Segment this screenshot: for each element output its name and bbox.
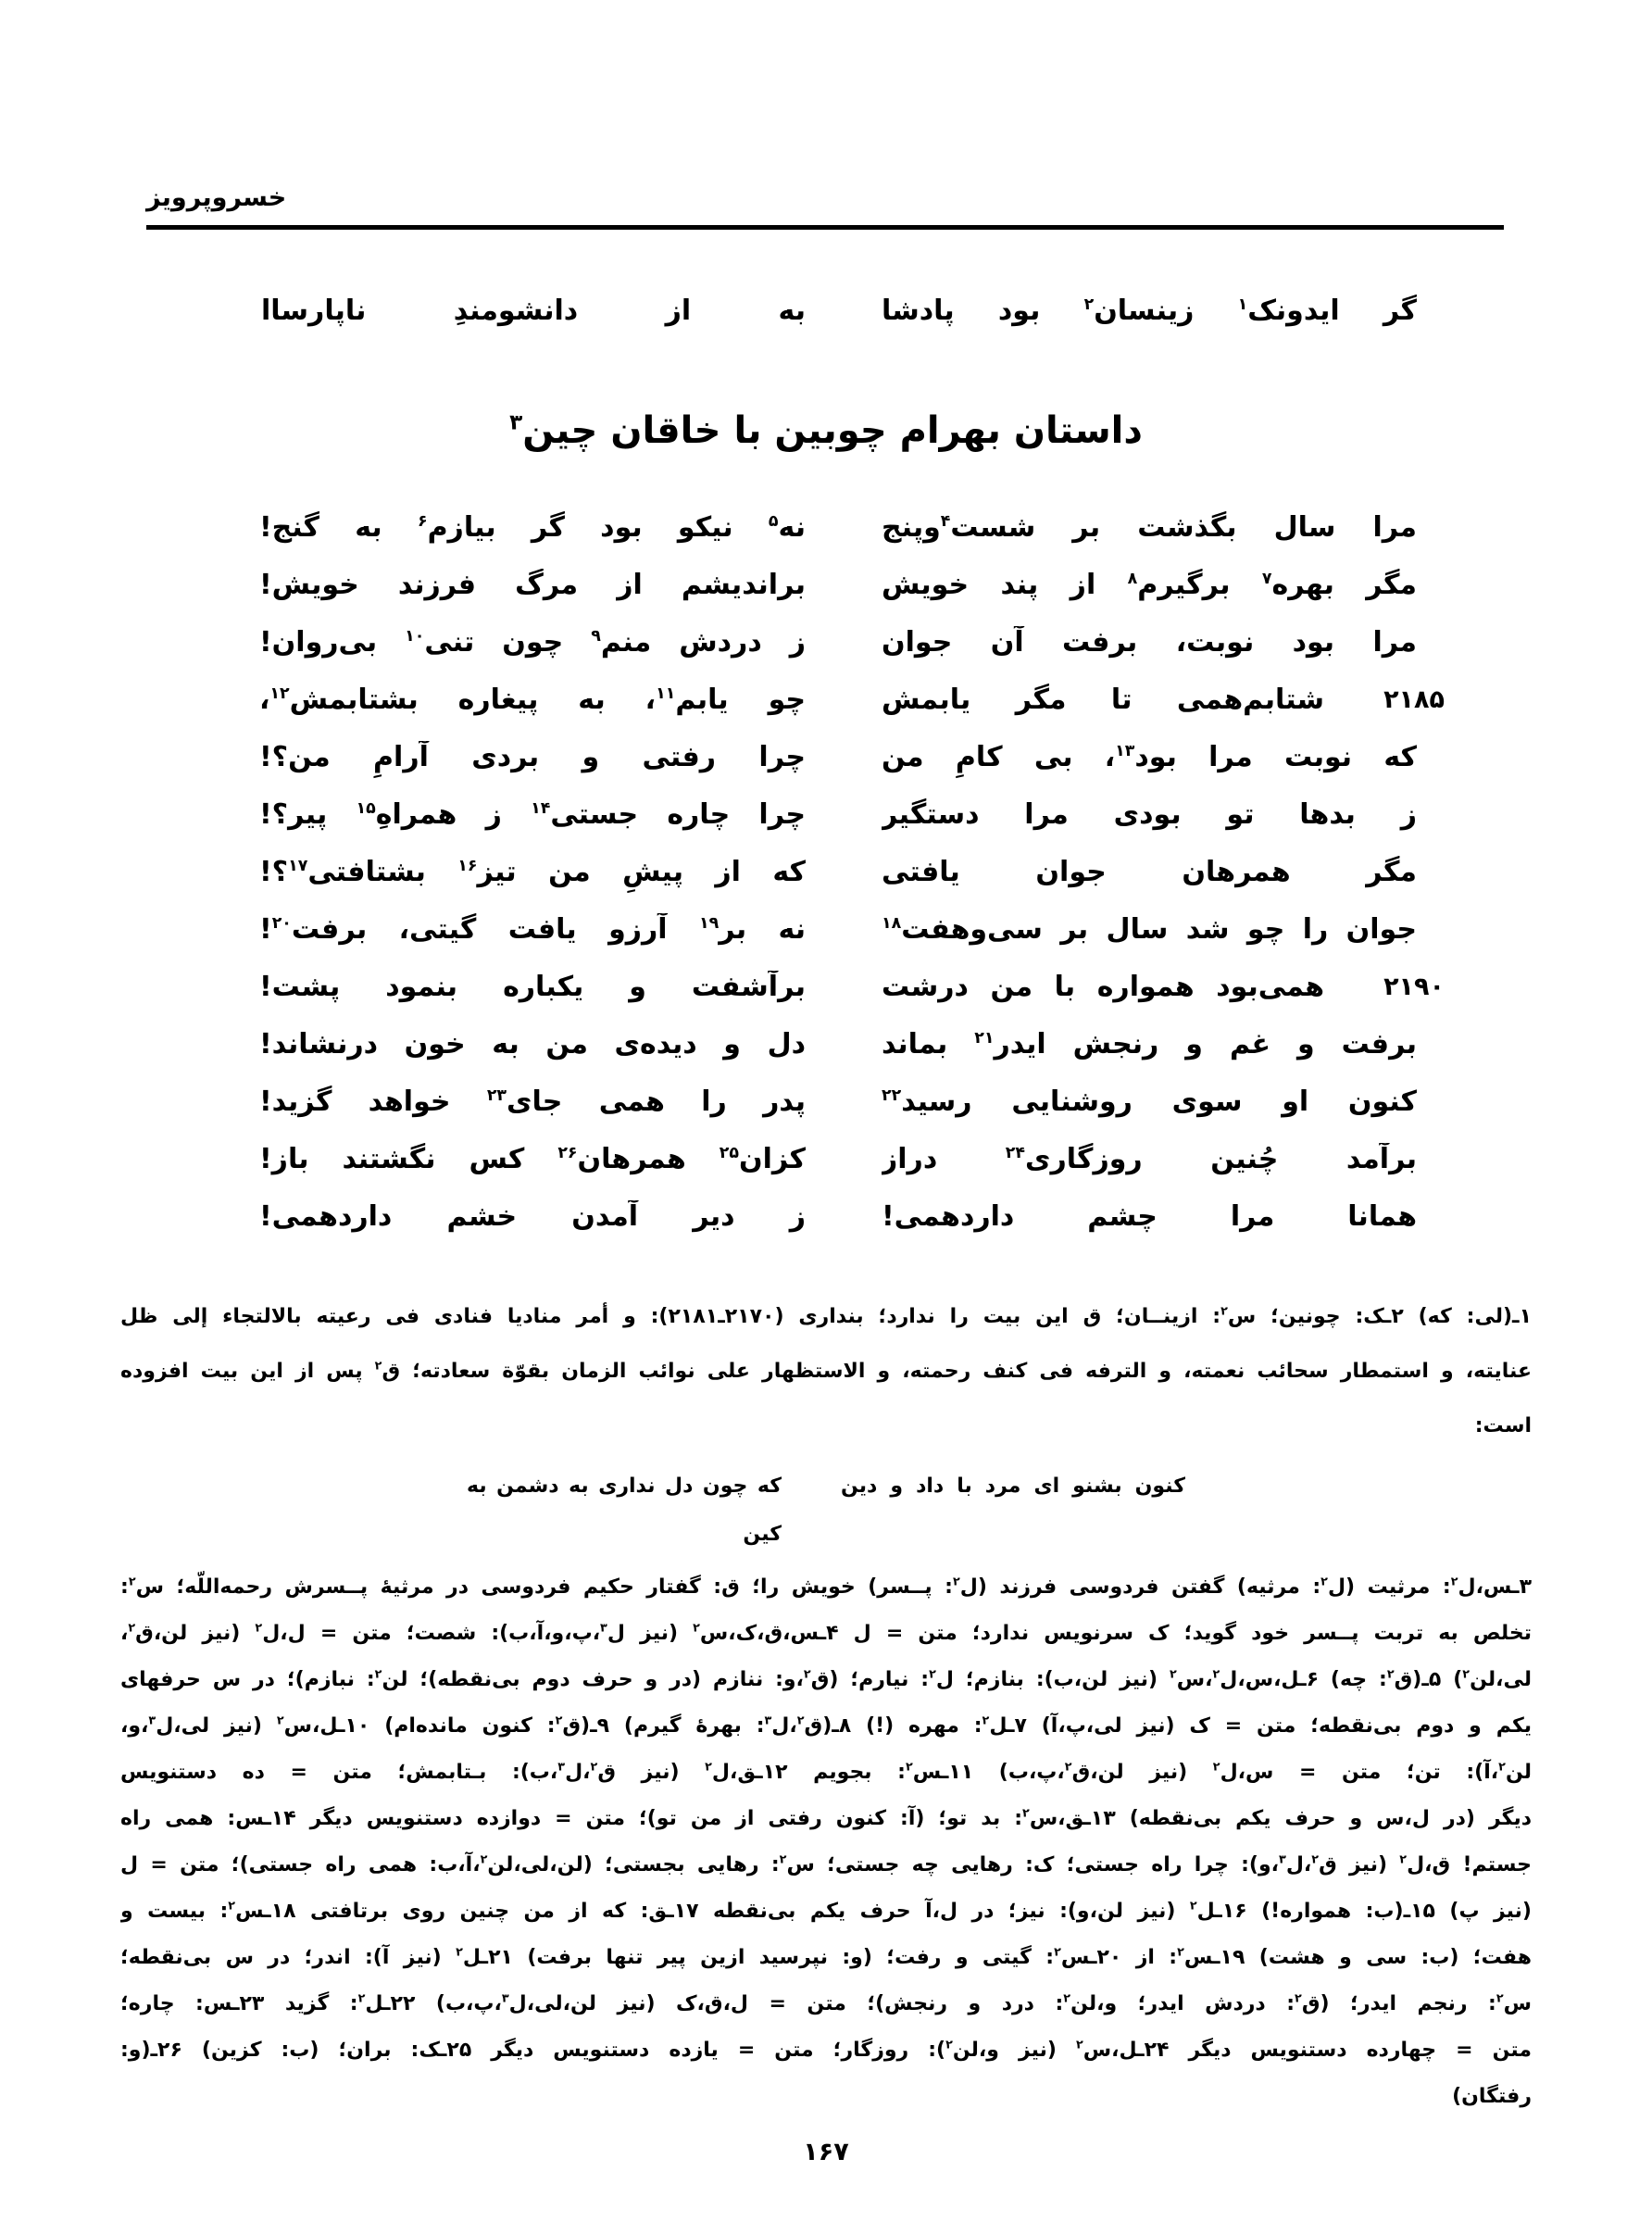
footnote-marker: ۲۴ [1005, 1144, 1026, 1162]
footnote-marker: ۲ [255, 1621, 263, 1636]
verse-row [259, 971, 1445, 1028]
footnote-marker: ۱۳ [1115, 742, 1135, 760]
footnote-marker: ۱ [1237, 295, 1248, 314]
footnote-marker: ۱۲ [269, 684, 290, 703]
footnote-marker: ۱۷ [288, 857, 308, 875]
hemistich-left: چرا چاره جستی$^{۱۴}$ ز همراهِ$^{۱۵}$ پیر؟! [259, 798, 806, 831]
hemistich-right: برفت و غم و رنجش ایدر$^{۲۱}$ بماند [882, 1028, 1417, 1061]
verse-row [259, 511, 1417, 569]
hemistich-left: ز دردش منم$^۹$ چون تنی$^{۱۰}$ بی‌روان! [259, 626, 806, 659]
hemistich-left: برآشفت و یکباره بنمود پشت! [259, 971, 806, 1003]
footnote-marker: ۲۳ [486, 1086, 507, 1105]
apparatus-line: دیگر (در ل،س و حرف یکم بی‌نقطه) ۱۳ـق،س$^۲$: بد تو؛ (آ: کنون رفتی از من تو)؛ متن = دوازده دستنویس دیگر ۱۴ـس: همی راه [120, 1806, 1532, 1830]
section-title: داستان بهرام چوبین با خاقان چین$^۳$ [509, 409, 1143, 452]
footnote-intro [120, 1289, 1532, 1453]
footnote-marker: ۲ [705, 1760, 712, 1775]
verse-number: ۲۱۸۵ [1383, 685, 1445, 714]
apparatus-line: لن$^۲$،آ): تن؛ متن = س،ل$^۲$ (نیز لن،ق$^۲$،پ،ب) ۱۱ـس$^۲$: بجویم ۱۲ـق،ل$^۲$ (نیز ق$^۲$،ل$^۳$،ب): بـتابمش؛ متن = ده دستنویس [120, 1760, 1532, 1784]
footnote-marker: ۲ [693, 1621, 700, 1636]
hemistich-right: جوان را چو شد سال بر سی‌وهفت$^{۱۸}$ [882, 913, 1417, 946]
footnote-marker: ۱۴ [531, 799, 551, 818]
hemistich-right: ز بدها تو بودی مرا دستگیر [882, 798, 1417, 831]
footnote-marker: ۳ [600, 1621, 607, 1636]
footnote-marker: ۲ [1054, 1945, 1061, 1960]
footnote-marker: ۱۶ [457, 857, 478, 875]
hemistich-right: کنون او سوی روشنایی رسید$^{۲۲}$ [882, 1086, 1417, 1118]
footnote-marker: ۲ [929, 1667, 936, 1682]
footnote-marker: ۱۹ [698, 914, 720, 933]
verse-row [259, 1143, 1417, 1200]
apparatus-line: رفتگان) [1452, 2085, 1532, 2108]
hemistich-left: دل و دیده‌ی من به خون درنشاند! [259, 1028, 806, 1061]
apparatus-line: یکم و دوم بی‌نقطه؛ متن = ک (نیز لی،پ،آ) ۷ـل$^۲$: مهره (!) ۸ـ(ق$^۲$،ل$^۳$: بهرهٔ گیرم) ۹ـ(ق$^۲$: کنون مانده‌ام) ۱۰ـل،س$^۲$ (نیز لی،ل$^۳$،و، [120, 1713, 1532, 1738]
footnote-marker: ۲ [590, 1760, 598, 1775]
footnote-marker: ۶ [417, 512, 428, 531]
hemistich-right: شتابم‌همی تا مگر یابمش [882, 684, 1324, 716]
page-number: ۱۶۷ [803, 2138, 849, 2166]
running-head: خسروپرویز [146, 183, 287, 212]
hemistich-left: براندیشم از مرگ فرزند خویش! [259, 569, 806, 601]
footnote-marker: ۲۵ [719, 1144, 739, 1162]
hemistich-left: کزان$^{۲۵}$ همرهان$^{۲۶}$ کس نگشتند باز! [259, 1143, 806, 1175]
hemistich-right: مرا سال بگذشت بر شست$^۴$وپنج [882, 511, 1417, 544]
apparatus-line: هفت؛ (ب: سی و هشت) ۱۹ـس$^۲$: از ۲۰ـس$^۲$: گیتی و رفت؛ (و: نپرسید ازین پیر تنها برفت) ۲۱ـل$^۲$ (نیز آ): اندر؛ در س بی‌نقطه؛ [120, 1945, 1532, 1969]
hemistich-right: مگر همرهان جوان یافتی [882, 856, 1417, 888]
footnote-marker: ۱۱ [656, 684, 676, 703]
footnote-marker: ۹ [591, 627, 601, 646]
apparatus-line: ۳ـس،ل$^۲$: مرثیت (ل$^۲$: مرثیه) گفتن فردوسی فرزند (ل$^۲$: پــسر) خویش را؛ ق: گفتار حکیم فردوسی در مرثیهٔ پــسرش رحمه‌اللّه؛ س$^۲$: [120, 1575, 1532, 1599]
verse-row [259, 856, 1417, 913]
footnote-marker: ۳ [1279, 1852, 1286, 1867]
hemistich-right: مگر بهره$^۷$ برگیرم$^۸$ از پند خویش [882, 569, 1417, 601]
apparatus-line: لی،لن$^۲$) ۵ـ(ق$^۲$: چه) ۶ـل،س،ل$^۲$،س$^۲$ (نیز لن،ب): بنازم؛ ل$^۲$: نیارم؛ (ق$^۲$،و: ننازم (در و حرف دوم بی‌نقطه)؛ لن$^۲$: نبازم)؛ در س حرفهای [120, 1667, 1532, 1691]
footnote-marker: ۲۱ [974, 1029, 995, 1048]
footnote-marker: ۲ [555, 1713, 563, 1728]
hemistich-right: که نوبت مرا بود$^{۱۳}$، بی کامِ من [882, 741, 1417, 773]
footnote-marker: ۱۵ [356, 799, 376, 818]
footnote-marker: ۲ [1022, 1806, 1030, 1821]
footnote-marker: ۲ [374, 1359, 382, 1374]
footnote-marker: ۱۰ [405, 627, 425, 646]
hemistich-left: نه$^۵$ نیکو بود گر بیازم$^۶$ به گنج! [259, 511, 806, 544]
footnote-marker: ۲ [1496, 1991, 1504, 2006]
footnote-marker: ۲ [1169, 1667, 1177, 1682]
footnote-marker: ۸ [1127, 570, 1138, 588]
footnote-marker: ۲ [796, 1713, 805, 1728]
verse-row [259, 913, 1417, 971]
verse-number: ۲۱۹۰ [1383, 973, 1445, 1001]
footnote-marker: ۲ [1083, 295, 1095, 314]
apparatus-line: س$^۲$: رنجم ایدر؛ (ق$^۲$: دردش ایدر؛ و،لن$^۲$: درد و رنجش)؛ متن = ل،ق،ک (نیز لن،لی،ل$^۳$،پ،ب) ۲۲ـل$^۲$: گزید ۲۳ـس: چاره؛ [120, 1991, 1532, 2015]
footnote-marker: ۲ [803, 1667, 811, 1682]
apparatus-line: تخلص به تربت پــسر خود گوید؛ ک سرنویس ندارد؛ متن = ل ۴ـس،ق،ک،س$^۲$ (نیز ل$^۳$،پ،و،آ،ب): شصت؛ متن = ل،ل$^۲$ (نیز لن،ق$^۲$، [120, 1621, 1532, 1645]
footnote-marker: ۲ [228, 1899, 236, 1914]
footnote-marker: ۲ [779, 1852, 787, 1867]
footnote-marker: ۲۲ [882, 1086, 902, 1105]
footnote-marker: ۲ [1311, 1852, 1320, 1867]
footnote-marker: ۲ [1498, 1760, 1506, 1775]
footnote-marker: ۳ [501, 1991, 509, 2006]
footnote-marker: ۲ [1063, 1991, 1071, 2006]
opening-verse-right-hemistich: گر ایدونک$^۱$ زینسان$^۲$ بود پادشا [882, 295, 1417, 327]
verse-row [259, 1028, 1417, 1086]
footnote-marker: ۳ [557, 1760, 566, 1775]
footnote-marker: ۲ [374, 1667, 382, 1682]
opening-verse [261, 295, 1417, 327]
hemistich-right: همانا مرا چشم داردهمی! [882, 1200, 1417, 1233]
footnote-marker: ۳ [148, 1713, 156, 1728]
footnote-intro-line: ۱ـ(لی: که) ۲ـک: چونین؛ س$^۲$: ازینــان؛ ق این بیت را ندارد؛ بنداری (۲۱۷۰ـ۲۱۸۱): و أمر منادیا فنادی فی رعیته بالالتجاء إلی ظل [120, 1304, 1532, 1328]
footnote-marker: ۲ [945, 2038, 953, 2052]
footnote-marker: ۵ [768, 512, 779, 531]
footnote-marker: ۲ [1212, 1667, 1220, 1682]
verse-row [259, 798, 1417, 856]
hemistich-left: چرا رفتی و بردی آرامِ من؟! [259, 741, 806, 773]
footnote-inline-verse [120, 1462, 1532, 1559]
apparatus-line: جستم! ق،ل$^۲$ (نیز ق$^۲$،ل$^۳$،و): چرا راه جستی؛ ک: رهایی چه جستی؛ س$^۲$: رهایی بجستی؛ (لن،لی،لن$^۲$،آ،ب: همی راه جستی)؛ متن = ل [120, 1852, 1532, 1876]
apparatus-lines [120, 1564, 1532, 2120]
footnote-marker: ۲ [1462, 1667, 1471, 1682]
hemistich-left: ز دیر آمدن خشم داردهمی! [259, 1200, 806, 1233]
footnote-intro-line: است: [1474, 1414, 1532, 1437]
opening-verse-left-hemistich: به از دانشومندِ ناپارساا [261, 295, 806, 327]
verse-row [259, 1086, 1417, 1143]
footnote-marker: ۳ [509, 409, 523, 435]
footnote-verse-right-hemistich: کنون بشنو ای مرد با داد و دین [841, 1475, 1185, 1498]
footnote-marker: ۲ [128, 1575, 136, 1589]
footnote-marker: ۱۸ [882, 914, 902, 933]
footnote-marker: ۲ [1189, 1899, 1197, 1914]
hemistich-left: که از پیشِ من تیز$^{۱۶}$ بشتافتی$^{۱۷}$؟! [259, 856, 806, 888]
footnote-marker: ۲ [1386, 1667, 1395, 1682]
hemistich-right: مرا بود نوبت، برفت آن جوان [882, 626, 1417, 659]
poem [259, 511, 1445, 1258]
hemistich-left: نه بر$^{۱۹}$ آرزو یافت گیتی، برفت$^{۲۰}$! [259, 913, 806, 946]
footnote-marker: ۲ [1177, 1945, 1184, 1960]
footnotes [120, 1289, 1532, 2120]
footnote-marker: ۲ [1450, 1575, 1458, 1589]
footnote-intro-line: عنایته، و استمطار سحائب نعمته، و الترفه فی کنف رحمته، و الاستظهار علی نوائب الزمان بقوّة سعادته؛ ق$^۲$ پس از این بیت افزوده [120, 1359, 1532, 1383]
apparatus-line: (نیز پ) ۱۵ـ(ب: همواره!) ۱۶ـل$^۲$ (نیز لن،و): نیز؛ در ل،آ حرف یکم بی‌نقطه ۱۷ـق: که از من چنین روی برتافتی ۱۸ـس$^۲$: بیست و [120, 1899, 1532, 1923]
verse-row [259, 741, 1417, 798]
hemistich-left: پدر را همی جای$^{۲۳}$ خواهد گزید! [259, 1086, 806, 1118]
footnote-marker: ۲ [1064, 1760, 1072, 1775]
footnote-marker: ۲۰ [271, 914, 292, 933]
footnote-marker: ۲ [128, 1621, 136, 1636]
hemistich-right: همی‌بود همواره با من درشت [882, 971, 1324, 1003]
footnote-marker: ۲ [456, 1945, 463, 1960]
footnote-marker: ۲ [357, 1991, 366, 2006]
footnote-marker: ۲ [1295, 1991, 1302, 2006]
footnote-marker: ۲ [952, 1575, 960, 1589]
verse-row [259, 684, 1445, 741]
verse-row [259, 1200, 1417, 1258]
footnote-marker: ۲ [1220, 1304, 1228, 1319]
footnote-verse-left-hemistich: که چون دل نداری به دشمن به کین [467, 1475, 782, 1546]
hemistich-left: چو یابم$^{۱۱}$، به پیغاره بشتابمش$^{۱۲}$، [259, 684, 806, 716]
footnote-marker: ۲ [276, 1713, 284, 1728]
footnote-marker: ۲ [1212, 1760, 1220, 1775]
footnote-marker: ۲ [905, 1760, 913, 1775]
footnote-marker: ۷ [1261, 570, 1272, 588]
verse-row [259, 569, 1417, 626]
apparatus-line: متن = چهارده دستنویس دیگر ۲۴ـل،س$^۲$ (نیز و،لن$^۲$): روزگار؛ متن = یازده دستنویس دیگر ۲۵ـک: بران؛ (ب: کزین) ۲۶ـ(و: [120, 2038, 1532, 2062]
footnote-marker: ۲۶ [557, 1144, 578, 1162]
footnote-marker: ۲ [982, 1713, 990, 1728]
hemistich-right: برآمد چُنین روزگاری$^{۲۴}$ دراز [882, 1143, 1417, 1175]
footnote-marker: ۲ [1075, 2038, 1083, 2052]
footnote-marker: ۲ [1320, 1575, 1328, 1589]
footnote-marker: ۴ [940, 512, 951, 531]
header-rule [146, 225, 1504, 230]
footnote-marker: ۳ [764, 1713, 772, 1728]
footnote-marker: ۲ [480, 1852, 488, 1867]
footnote-marker: ۲ [1399, 1852, 1408, 1867]
verse-row [259, 626, 1417, 684]
